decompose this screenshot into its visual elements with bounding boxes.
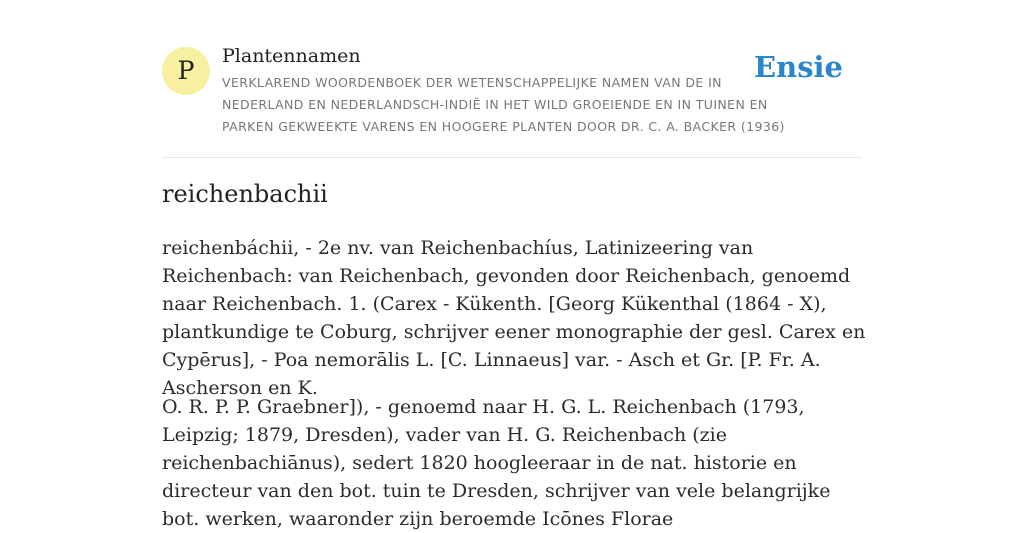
- page-container: [162, 0, 866, 530]
- ensie-logo-link[interactable]: Ensie: [754, 50, 843, 84]
- book-title[interactable]: Plantennamen: [222, 45, 361, 67]
- entry-paragraph: O. R. P. P. Graebner]), - genoemd naar H. G. L. Reichenbach (1793, Leipzig; 1879, Dresden), vader van H. G. Reichenbach (zie reichenbachiānus), sedert 1820 hoogleeraar in de nat. historie en directeur van den bot. tuin te Dresden, schrijver van vele belangrijke bot. werken, waaronder zijn beroemde Icōnes Florae: [162, 396, 831, 530]
- book-avatar[interactable]: P: [162, 47, 210, 95]
- site-header: [162, 0, 862, 158]
- book-subtitle: VERKLAREND WOORDENBOEK DER WETENSCHAPPELIJKE NAMEN VAN DE IN NEDERLAND EN NEDERLANDSCH-INDIË IN HET WILD GROEIENDE EN IN TUINEN EN PARKEN GEKWEEKTE VARENS EN HOOGERE PLANTEN DOOR DR. C. A. BACKER (1936): [222, 75, 785, 134]
- entry-headword: reichenbachii: [162, 180, 328, 208]
- entry-paragraph: reichenbáchii, - 2e nv. van Reichenbachı́us, Latinizeering van Reichenbach: van Reichenbach, gevonden door Reichenbach, genoemd naar Reichenbach. 1. (Carex - Kükenth. [Georg Kükenthal (1864 - X), plantkundige te Coburg, schrijver eener monographie der gesl. Carex en Cypērus], - Poa nemorālis L. [C. Linnaeus] var. - Asch et Gr. [P. Fr. A. Ascherson en K.: [162, 237, 866, 399]
